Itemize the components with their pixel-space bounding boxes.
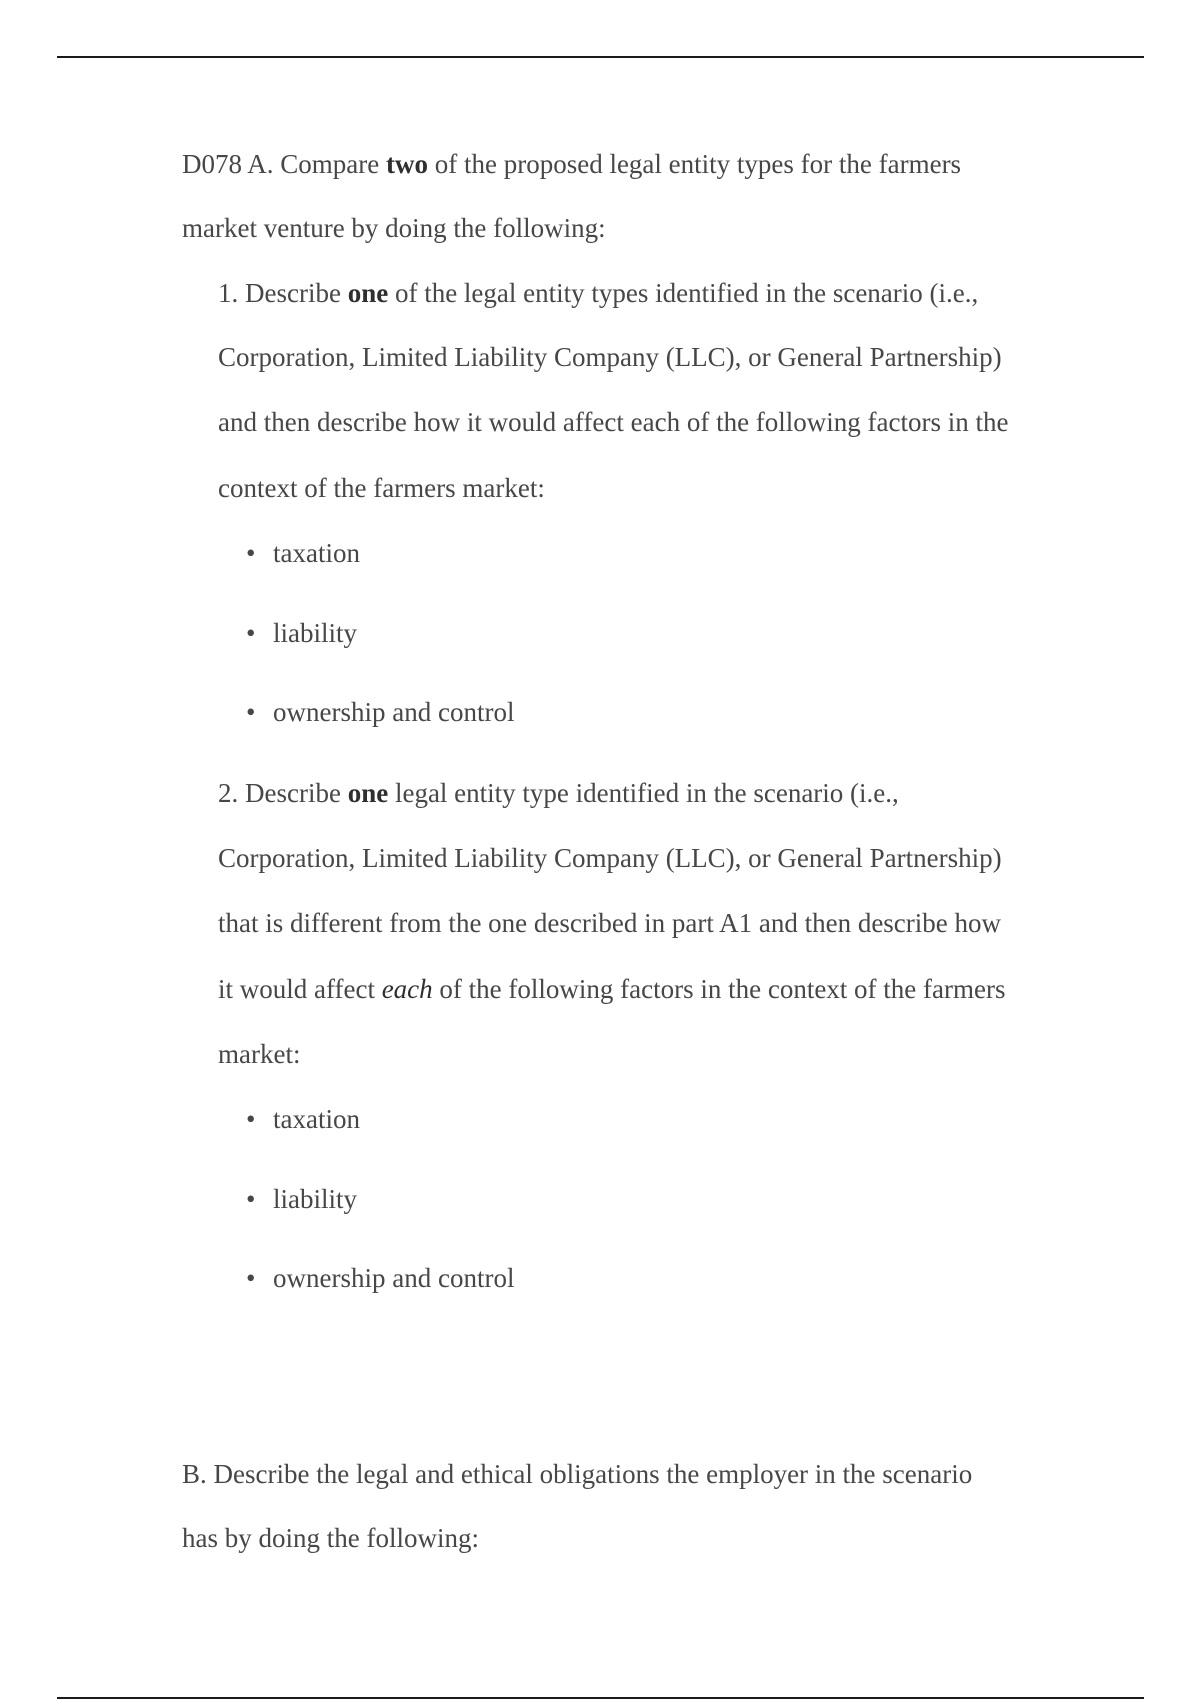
bullet-text: liability <box>273 618 357 648</box>
item-2-line-5: market: <box>218 1039 301 1069</box>
item-1-line-2: Corporation, Limited Liability Company (LLC), or General Partnership) <box>218 342 1002 372</box>
item-2-line-3: that is different from the one described in part A1 and then describe how <box>218 908 1002 938</box>
item-2-line-2: Corporation, Limited Liability Company (LLC), or General Partnership) <box>218 843 1002 873</box>
item-2-line-4 <box>218 972 1006 1006</box>
bullet-text: taxation <box>273 1104 360 1134</box>
bullet-icon: • <box>246 538 256 568</box>
bullet-text: ownership and control <box>273 697 515 727</box>
bullet-icon: • <box>246 1263 256 1293</box>
item-2-text: legal entity type identified in the scenario (i.e., <box>388 778 899 808</box>
item-2-bold-one: one <box>347 778 389 808</box>
bullet-icon: • <box>246 697 256 727</box>
bullet-icon: • <box>246 618 256 648</box>
item-2-italic-each: each <box>381 974 433 1004</box>
section-a-text: of the proposed legal entity types for the farmers <box>427 149 962 179</box>
item-1-line-3: and then describe how it would affect each of the following factors in the <box>218 407 1009 437</box>
section-a-heading-line-2: market venture by doing the following: <box>182 213 606 243</box>
bullet-icon: • <box>246 1184 256 1214</box>
item-1-line-4: context of the farmers market: <box>218 473 545 503</box>
section-b-line-1: B. Describe the legal and ethical obligations the employer in the scenario <box>182 1459 973 1489</box>
bullet-text: liability <box>273 1184 357 1214</box>
section-a-bold-two: two <box>385 149 428 179</box>
top-rule <box>57 56 1144 58</box>
section-a-text: D078 A. Compare <box>182 149 386 179</box>
bullet-text: taxation <box>273 538 360 568</box>
bullet-text: ownership and control <box>273 1263 515 1293</box>
item-1-bold-one: one <box>347 278 389 308</box>
item-2-text: 2. Describe <box>218 778 348 808</box>
item-2-text: of the following factors in the context of the farmers <box>432 974 1006 1004</box>
item-1-text: of the legal entity types identified in the scenario (i.e., <box>388 278 979 308</box>
section-a-heading-line-1 <box>182 147 961 181</box>
item-1-text: 1. Describe <box>218 278 348 308</box>
section-b-line-2: has by doing the following: <box>182 1523 479 1553</box>
bullet-icon: • <box>246 1104 256 1134</box>
item-2-text: it would affect <box>218 974 382 1004</box>
item-2-line-1 <box>218 776 899 810</box>
bottom-rule <box>57 1697 1144 1699</box>
item-1-line-1 <box>218 276 978 310</box>
